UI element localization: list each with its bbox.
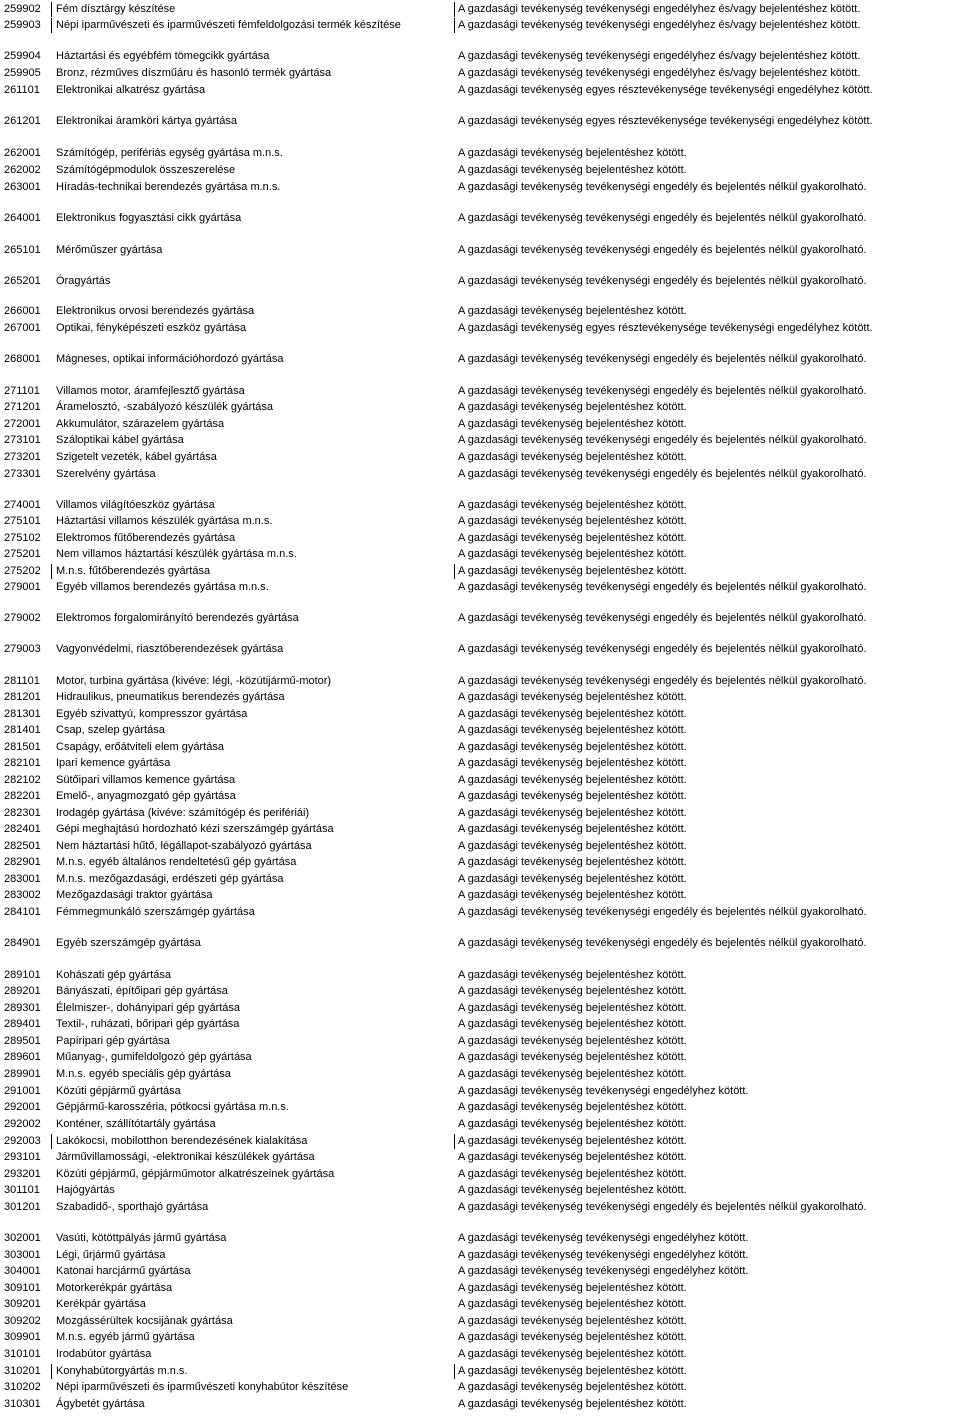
activity-rule: A gazdasági tevékenység tevékenységi engedélyhez és/vagy bejelentéshez kötött. <box>458 50 861 62</box>
table-row <box>0 580 960 595</box>
activity-name: Vasúti, kötöttpályás jármű gyártása <box>56 1232 227 1244</box>
activity-rule: A gazdasági tevékenység bejelentéshez kötött. <box>458 1315 687 1327</box>
activity-code: 282102 <box>4 774 41 786</box>
activity-rule: A gazdasági tevékenység bejelentéshez kötött. <box>458 774 687 786</box>
table-row <box>0 417 960 432</box>
activity-name: Járművillamossági, -elektronikai készülékek gyártása <box>56 1151 315 1163</box>
activity-name: Népi iparművészeti és iparművészeti fémfeldolgozási termék készítése <box>52 18 455 33</box>
table-row <box>0 243 960 258</box>
activity-code: 259903 <box>0 18 52 33</box>
activity-code: 289901 <box>4 1068 41 1080</box>
activity-rule: A gazdasági tevékenység bejelentéshez kötött. <box>458 691 687 703</box>
activity-code: 310201 <box>0 1364 52 1379</box>
activity-code: 283002 <box>4 889 41 901</box>
table-row <box>0 1380 960 1395</box>
table-row <box>0 352 960 367</box>
activity-code: 301101 <box>4 1184 40 1196</box>
activity-name: Elektronikus fogyasztási cikk gyártása <box>56 212 242 224</box>
table-row <box>0 321 960 336</box>
activity-rule: A gazdasági tevékenység tevékenységi engedély és bejelentés nélkül gyakorolható. <box>458 675 867 687</box>
activity-code: 304001 <box>4 1265 41 1277</box>
activity-name: Légi, űrjármű gyártása <box>56 1249 166 1261</box>
activity-name: Háztartási villamos készülék gyártása m.n.s. <box>56 515 273 527</box>
table-row <box>0 1100 960 1115</box>
table-row <box>0 18 960 33</box>
activity-name: Ágybetét gyártása <box>56 1398 145 1410</box>
activity-code: 310301 <box>4 1398 41 1410</box>
activity-rule: A gazdasági tevékenység bejelentéshez kötött. <box>458 1002 687 1014</box>
activity-rule: A gazdasági tevékenység bejelentéshez kötött. <box>458 565 687 577</box>
activity-name: Fémmegmunkáló szerszámgép gyártása <box>56 906 255 918</box>
activity-name: Mágneses, optikai információhordozó gyártása <box>56 353 284 365</box>
activity-rule: A gazdasági tevékenység bejelentéshez kötött. <box>458 401 687 413</box>
table-row <box>0 1150 960 1165</box>
activity-code: 262002 <box>4 164 41 176</box>
activity-name: Csapágy, erőátviteli elem gyártása <box>56 741 224 753</box>
table-row <box>0 211 960 226</box>
table-row <box>0 163 960 178</box>
table-row <box>0 547 960 562</box>
activity-name: Egyéb szerszámgép gyártása <box>56 937 201 949</box>
activity-rule: A gazdasági tevékenység bejelentéshez kötött. <box>458 1298 687 1310</box>
table-row <box>0 1050 960 1065</box>
activity-code: 274001 <box>4 499 41 511</box>
activity-name: Sütőipari villamos kemence gyártása <box>56 774 236 786</box>
table-row <box>0 1397 960 1412</box>
activity-name: Vagyonvédelmi, riasztóberendezések gyártása <box>56 643 284 655</box>
activity-code: 268001 <box>4 353 41 365</box>
activity-name: Konténer, szállítótartály gyártása <box>56 1118 216 1130</box>
activity-code: 275201 <box>4 548 41 560</box>
activity-code: 275101 <box>4 515 41 527</box>
activity-code: 293201 <box>4 1168 41 1180</box>
activity-name: M.n.s. egyéb jármű gyártása <box>56 1331 195 1343</box>
activity-code: 273101 <box>4 434 41 446</box>
table-row <box>0 450 960 465</box>
table-row <box>0 304 960 319</box>
table-row <box>0 1297 960 1312</box>
activity-code: 265201 <box>4 275 41 287</box>
table-row <box>0 1117 960 1132</box>
table-row <box>0 531 960 546</box>
table-row <box>0 1347 960 1362</box>
activity-rule: A gazdasági tevékenység bejelentéshez kötött. <box>458 1051 687 1063</box>
activity-code: 275202 <box>0 564 52 579</box>
activity-code: 259904 <box>4 50 41 62</box>
table-row <box>0 1167 960 1182</box>
activity-code: 281501 <box>4 741 41 753</box>
table-row <box>0 806 960 821</box>
table-row <box>0 789 960 804</box>
activity-name: Katonai harcjármű gyártása <box>56 1265 191 1277</box>
table-row <box>0 1281 960 1296</box>
table-row <box>0 1034 960 1049</box>
activity-rule: A gazdasági tevékenység bejelentéshez kötött. <box>458 1018 687 1030</box>
activity-name: Villamos világítóeszköz gyártása <box>56 499 215 511</box>
table-row <box>0 936 960 951</box>
activity-rule: A gazdasági tevékenység tevékenységi engedély és bejelentés nélkül gyakorolható. <box>458 385 867 397</box>
table-row <box>0 855 960 870</box>
table-row <box>0 1364 960 1379</box>
activity-name: Hajógyártás <box>56 1184 115 1196</box>
activity-code: 292003 <box>0 1134 52 1149</box>
activity-name: M.n.s. egyéb általános rendeltetésű gép gyártása <box>56 856 297 868</box>
activity-code: 264001 <box>4 212 41 224</box>
activity-rule: A gazdasági tevékenység tevékenységi engedély és bejelentés nélkül gyakorolható. <box>458 434 867 446</box>
activity-code: 289301 <box>4 1002 41 1014</box>
activity-rule: A gazdasági tevékenység tevékenységi engedélyhez kötött. <box>458 1085 749 1097</box>
activity-name: Papíripari gép gyártása <box>56 1035 170 1047</box>
activity-rule: A gazdasági tevékenység bejelentéshez kötött. <box>458 1184 687 1196</box>
table-row <box>0 1231 960 1246</box>
table-row <box>0 49 960 64</box>
activity-code: 303001 <box>4 1249 41 1261</box>
activity-rule: A gazdasági tevékenység bejelentéshez kötött. <box>458 1348 687 1360</box>
activity-rule: A gazdasági tevékenység tevékenységi engedélyhez kötött. <box>458 1249 749 1261</box>
activity-name: Motorkerékpár gyártása <box>56 1282 173 1294</box>
activity-rule: A gazdasági tevékenység tevékenységi engedély és bejelentés nélkül gyakorolható. <box>458 581 867 593</box>
activity-rule: A gazdasági tevékenység tevékenységi engedély és bejelentés nélkül gyakorolható. <box>458 906 867 918</box>
activity-name: Elektromos fűtőberendezés gyártása <box>56 532 236 544</box>
activity-code: 282401 <box>4 823 41 835</box>
activity-rule: A gazdasági tevékenység bejelentéshez kötött. <box>458 548 687 560</box>
activity-code: 272001 <box>4 418 41 430</box>
activity-rule: A gazdasági tevékenység bejelentéshez kötött. <box>458 451 687 463</box>
activity-code: 289201 <box>4 985 41 997</box>
activity-code: 279001 <box>4 581 41 593</box>
activity-name: Számítógépmodulok összeszerelése <box>56 164 236 176</box>
table-row <box>0 611 960 626</box>
table-row <box>0 1084 960 1099</box>
activity-name: Nem villamos háztartási készülék gyártása m.n.s. <box>56 548 297 560</box>
activity-rule: A gazdasági tevékenység bejelentéshez kötött. <box>458 305 687 317</box>
activity-name: Ipari kemence gyártása <box>56 757 171 769</box>
activity-code: 310101 <box>4 1348 41 1360</box>
table-row <box>0 905 960 920</box>
activity-code: 266001 <box>4 305 41 317</box>
activity-rule: A gazdasági tevékenység bejelentéshez kötött. <box>458 147 687 159</box>
activity-code: 309202 <box>4 1315 41 1327</box>
activity-rule: A gazdasági tevékenység tevékenységi engedély és bejelentés nélkül gyakorolható. <box>458 1201 867 1213</box>
table-row <box>0 1017 960 1032</box>
activity-code: 259902 <box>0 2 52 17</box>
activity-code: 262001 <box>4 147 41 159</box>
activity-rule: A gazdasági tevékenység tevékenységi engedély és bejelentés nélkül gyakorolható. <box>458 468 867 480</box>
activity-rule: A gazdasági tevékenység bejelentéshez kötött. <box>458 856 687 868</box>
activity-rule: A gazdasági tevékenység tevékenységi engedély és bejelentés nélkül gyakorolható. <box>458 212 867 224</box>
activity-name: Elektronikai alkatrész gyártása <box>56 84 206 96</box>
activity-rule: A gazdasági tevékenység bejelentéshez kötött. <box>458 1398 687 1410</box>
activity-code: 302001 <box>4 1232 41 1244</box>
activity-rule: A gazdasági tevékenység bejelentéshez kötött. <box>458 1151 687 1163</box>
table-row <box>0 968 960 983</box>
activity-name: Akkumulátor, szárazelem gyártása <box>56 418 225 430</box>
activity-name: Gépjármű-karosszéria, pótkocsi gyártása m.n.s. <box>56 1101 289 1113</box>
activity-rule: A gazdasági tevékenység bejelentéshez kötött. <box>458 1068 687 1080</box>
activity-name: Villamos motor, áramfejlesztő gyártása <box>56 385 245 397</box>
table-row <box>0 514 960 529</box>
activity-name: Áramelosztó, -szabályozó készülék gyártása <box>56 401 274 413</box>
table-row <box>0 642 960 657</box>
activity-name: Optikai, fényképészeti eszköz gyártása <box>56 322 247 334</box>
activity-name: Elektronikus orvosi berendezés gyártása <box>56 305 255 317</box>
activity-name: Emelő-, anyagmozgató gép gyártása <box>56 790 236 802</box>
activity-name: Mezőgazdasági traktor gyártása <box>56 889 213 901</box>
activity-code: 281301 <box>4 708 41 720</box>
activity-code: 289101 <box>4 969 41 981</box>
activity-name: Szigetelt vezeték, kábel gyártása <box>56 451 217 463</box>
activity-name: Számítógép, perifériás egység gyártása m.n.s. <box>56 147 283 159</box>
activity-code: 279002 <box>4 612 41 624</box>
activity-name: M.n.s. mezőgazdasági, erdészeti gép gyártása <box>56 873 284 885</box>
activity-code: 281201 <box>4 691 41 703</box>
table-row <box>0 433 960 448</box>
activity-name: Bronz, rézműves díszműáru és hasonló termék gyártása <box>56 67 332 79</box>
activity-name: Lakókocsi, mobilotthon berendezésének kialakítása <box>52 1134 455 1149</box>
activity-name: Mozgássérültek kocsijának gyártása <box>56 1315 233 1327</box>
activity-rule: A gazdasági tevékenység bejelentéshez kötött. <box>458 741 687 753</box>
activity-code: 309201 <box>4 1298 41 1310</box>
activity-code: 282101 <box>4 757 41 769</box>
activity-code: 282501 <box>4 840 41 852</box>
activity-rule: A gazdasági tevékenység tevékenységi engedélyhez és/vagy bejelentéshez kötött. <box>458 3 861 15</box>
activity-rule: A gazdasági tevékenység bejelentéshez kötött. <box>458 1331 687 1343</box>
table-row <box>0 872 960 887</box>
activity-rule: A gazdasági tevékenység bejelentéshez kötött. <box>458 1168 687 1180</box>
table-row <box>0 2 960 17</box>
table-row <box>0 1183 960 1198</box>
activity-rule: A gazdasági tevékenység tevékenységi engedély és bejelentés nélkül gyakorolható. <box>458 244 867 256</box>
activity-rule: A gazdasági tevékenység bejelentéshez kötött. <box>458 985 687 997</box>
activity-code: 263001 <box>4 181 41 193</box>
activity-rule: A gazdasági tevékenység bejelentéshez kötött. <box>458 1035 687 1047</box>
activity-code: 292002 <box>4 1118 41 1130</box>
activity-code: 273301 <box>4 468 41 480</box>
activity-name: Nem háztartási hűtő, légállapot-szabályozó gyártása <box>56 840 312 852</box>
activity-name: Élelmiszer-, dohányipari gép gyártása <box>56 1002 241 1014</box>
activity-code: 291001 <box>4 1085 41 1097</box>
activity-rule: A gazdasági tevékenység bejelentéshez kötött. <box>458 757 687 769</box>
activity-name: Kerékpár gyártása <box>56 1298 146 1310</box>
table-row <box>0 1248 960 1263</box>
table-row <box>0 674 960 689</box>
activity-code: 289501 <box>4 1035 41 1047</box>
activity-rule: A gazdasági tevékenység bejelentéshez kötött. <box>458 790 687 802</box>
activity-code: 301201 <box>4 1201 41 1213</box>
table-row <box>0 1264 960 1279</box>
activity-code: 282901 <box>4 856 41 868</box>
activity-rule: A gazdasági tevékenység bejelentéshez kötött. <box>458 515 687 527</box>
activity-rule: A gazdasági tevékenység bejelentéshez kötött. <box>458 418 687 430</box>
table-row <box>0 984 960 999</box>
activity-rule: A gazdasági tevékenység tevékenységi engedélyhez kötött. <box>458 1232 749 1244</box>
table-row <box>0 822 960 837</box>
activity-code: 289401 <box>4 1018 41 1030</box>
activity-code: 284901 <box>4 937 41 949</box>
table-row <box>0 146 960 161</box>
activity-rule: A gazdasági tevékenység egyes résztevékenysége tevékenységi engedélyhez kötött. <box>458 84 873 96</box>
activity-rule: A gazdasági tevékenység tevékenységi engedélyhez és/vagy bejelentéshez kötött. <box>458 19 861 31</box>
activity-code: 282301 <box>4 807 41 819</box>
activity-code: 261101 <box>4 84 40 96</box>
activity-name: Bányászati, építőipari gép gyártása <box>56 985 228 997</box>
activity-rule: A gazdasági tevékenység tevékenységi engedély és bejelentés nélkül gyakorolható. <box>458 612 867 624</box>
activity-rule: A gazdasági tevékenység bejelentéshez kötött. <box>458 532 687 544</box>
activity-code: 281101 <box>4 675 40 687</box>
activity-code: 265101 <box>4 244 41 256</box>
activity-rule: A gazdasági tevékenység tevékenységi engedély és bejelentés nélkül gyakorolható. <box>458 275 867 287</box>
activity-rule: A gazdasági tevékenység bejelentéshez kötött. <box>458 1282 687 1294</box>
activity-code: 267001 <box>4 322 41 334</box>
table-row <box>0 773 960 788</box>
activity-code: 309101 <box>4 1282 41 1294</box>
table-row <box>0 467 960 482</box>
activity-name: M.n.s. egyéb speciális gép gyártása <box>56 1068 231 1080</box>
activity-rule: A gazdasági tevékenység tevékenységi engedélyhez kötött. <box>458 1265 749 1277</box>
table-row <box>0 400 960 415</box>
table-row <box>0 1200 960 1215</box>
activity-rule: A gazdasági tevékenység bejelentéshez kötött. <box>458 708 687 720</box>
activity-code: 281401 <box>4 724 41 736</box>
activity-code: 309901 <box>4 1331 41 1343</box>
table-row <box>0 83 960 98</box>
activity-name: Motor, turbina gyártása (kivéve: légi, -közútijármű-motor) <box>56 675 332 687</box>
activity-rule: A gazdasági tevékenység bejelentéshez kötött. <box>458 807 687 819</box>
activity-rule: A gazdasági tevékenység bejelentéshez kötött. <box>458 1135 687 1147</box>
activity-code: 271201 <box>4 401 41 413</box>
activity-code: 282201 <box>4 790 41 802</box>
activity-rule: A gazdasági tevékenység egyes résztevékenysége tevékenységi engedélyhez kötött. <box>458 322 873 334</box>
activity-rule: A gazdasági tevékenység tevékenységi engedély és bejelentés nélkül gyakorolható. <box>458 353 867 365</box>
activity-rule: A gazdasági tevékenység bejelentéshez kötött. <box>458 873 687 885</box>
activity-name: Irodabútor gyártása <box>56 1348 152 1360</box>
activity-name: Műanyag-, gumifeldolgozó gép gyártása <box>56 1051 252 1063</box>
activity-code: 275102 <box>4 532 41 544</box>
activity-name: Elektronikai áramköri kártya gyártása <box>56 115 237 127</box>
activity-name: Csap, szelep gyártása <box>56 724 165 736</box>
activity-rule: A gazdasági tevékenység tevékenységi engedélyhez és/vagy bejelentéshez kötött. <box>458 67 861 79</box>
table-row <box>0 707 960 722</box>
activity-rule: A gazdasági tevékenység tevékenységi engedély és bejelentés nélkül gyakorolható. <box>458 643 867 655</box>
activity-name: Közúti gépjármű, gépjárműmotor alkatrészeinek gyártása <box>56 1168 335 1180</box>
activity-name: Háztartási és egyébfém tömegcikk gyártása <box>56 50 270 62</box>
activity-code: 261201 <box>4 115 41 127</box>
activity-name: Száloptikai kábel gyártása <box>56 434 184 446</box>
activity-code: 293101 <box>4 1151 41 1163</box>
activity-rule: A gazdasági tevékenység bejelentéshez kötött. <box>458 1118 687 1130</box>
activity-name: Népi iparművészeti és iparművészeti konyhabútor készítése <box>56 1381 349 1393</box>
table-row <box>0 690 960 705</box>
activity-code: 310202 <box>4 1381 41 1393</box>
table-row <box>0 384 960 399</box>
activity-rule: A gazdasági tevékenység bejelentéshez kötött. <box>458 1365 687 1377</box>
table-row <box>0 1314 960 1329</box>
activity-name: Elektromos forgalomirányító berendezés gyártása <box>56 612 299 624</box>
activity-code: 273201 <box>4 451 41 463</box>
activity-rule: A gazdasági tevékenység bejelentéshez kötött. <box>458 1381 687 1393</box>
activity-rule: A gazdasági tevékenység bejelentéshez kötött. <box>458 889 687 901</box>
table-row <box>0 740 960 755</box>
activity-rule: A gazdasági tevékenység bejelentéshez kötött. <box>458 840 687 852</box>
activity-name: Hidraulikus, pneumatikus berendezés gyártása <box>56 691 285 703</box>
table-row <box>0 564 960 579</box>
table-row <box>0 839 960 854</box>
activity-rule: A gazdasági tevékenység tevékenységi engedély és bejelentés nélkül gyakorolható. <box>458 181 867 193</box>
activity-name: Szabadidő-, sporthajó gyártása <box>56 1201 209 1213</box>
activity-name: Szerelvény gyártása <box>56 468 156 480</box>
table-row <box>0 274 960 289</box>
activity-code: 284101 <box>4 906 41 918</box>
table-row <box>0 1067 960 1082</box>
activity-rule: A gazdasági tevékenység bejelentéshez kötött. <box>458 499 687 511</box>
table-row <box>0 1330 960 1345</box>
activity-rule: A gazdasági tevékenység bejelentéshez kötött. <box>458 724 687 736</box>
table-row <box>0 66 960 81</box>
activity-code: 289601 <box>4 1051 41 1063</box>
activity-name: Egyéb villamos berendezés gyártása m.n.s. <box>56 581 269 593</box>
activity-name: Óragyártás <box>56 275 111 287</box>
activity-name: Híradás-technikai berendezés gyártása m.n.s. <box>56 181 281 193</box>
activity-code: 279003 <box>4 643 41 655</box>
activity-rule: A gazdasági tevékenység bejelentéshez kötött. <box>458 969 687 981</box>
activity-code: 283001 <box>4 873 41 885</box>
activity-rule: A gazdasági tevékenység bejelentéshez kötött. <box>458 164 687 176</box>
activity-name: Mérőműszer gyártása <box>56 244 163 256</box>
table-row <box>0 114 960 129</box>
activity-name: Irodagép gyártása (kivéve: számítógép és perifériái) <box>56 807 310 819</box>
activity-name: Egyéb szivattyú, kompresszor gyártása <box>56 708 248 720</box>
activity-name: Konyhabútorgyártás m.n.s. <box>52 1364 455 1379</box>
activity-name: Kohászati gép gyártása <box>56 969 171 981</box>
activity-name: Gépi meghajtású hordozható kézi szerszámgép gyártása <box>56 823 334 835</box>
activity-name: Fém dísztárgy készítése <box>52 2 455 17</box>
activity-name: Textil-, ruházati, bőripari gép gyártása <box>56 1018 240 1030</box>
table-row <box>0 756 960 771</box>
activity-code: 292001 <box>4 1101 41 1113</box>
activity-code: 259905 <box>4 67 41 79</box>
activity-code: 271101 <box>4 385 40 397</box>
activity-name: M.n.s. fűtőberendezés gyártása <box>52 564 455 579</box>
activity-rule: A gazdasági tevékenység tevékenységi engedély és bejelentés nélkül gyakorolható. <box>458 937 867 949</box>
activity-name: Közúti gépjármű gyártása <box>56 1085 181 1097</box>
table-row <box>0 723 960 738</box>
table-row <box>0 888 960 903</box>
activity-rule: A gazdasági tevékenység egyes résztevékenysége tevékenységi engedélyhez kötött. <box>458 115 873 127</box>
table-row <box>0 498 960 513</box>
activity-rule: A gazdasági tevékenység bejelentéshez kötött. <box>458 823 687 835</box>
table-row <box>0 1001 960 1016</box>
table-row <box>0 180 960 195</box>
activity-rule: A gazdasági tevékenység bejelentéshez kötött. <box>458 1101 687 1113</box>
table-row <box>0 1134 960 1149</box>
